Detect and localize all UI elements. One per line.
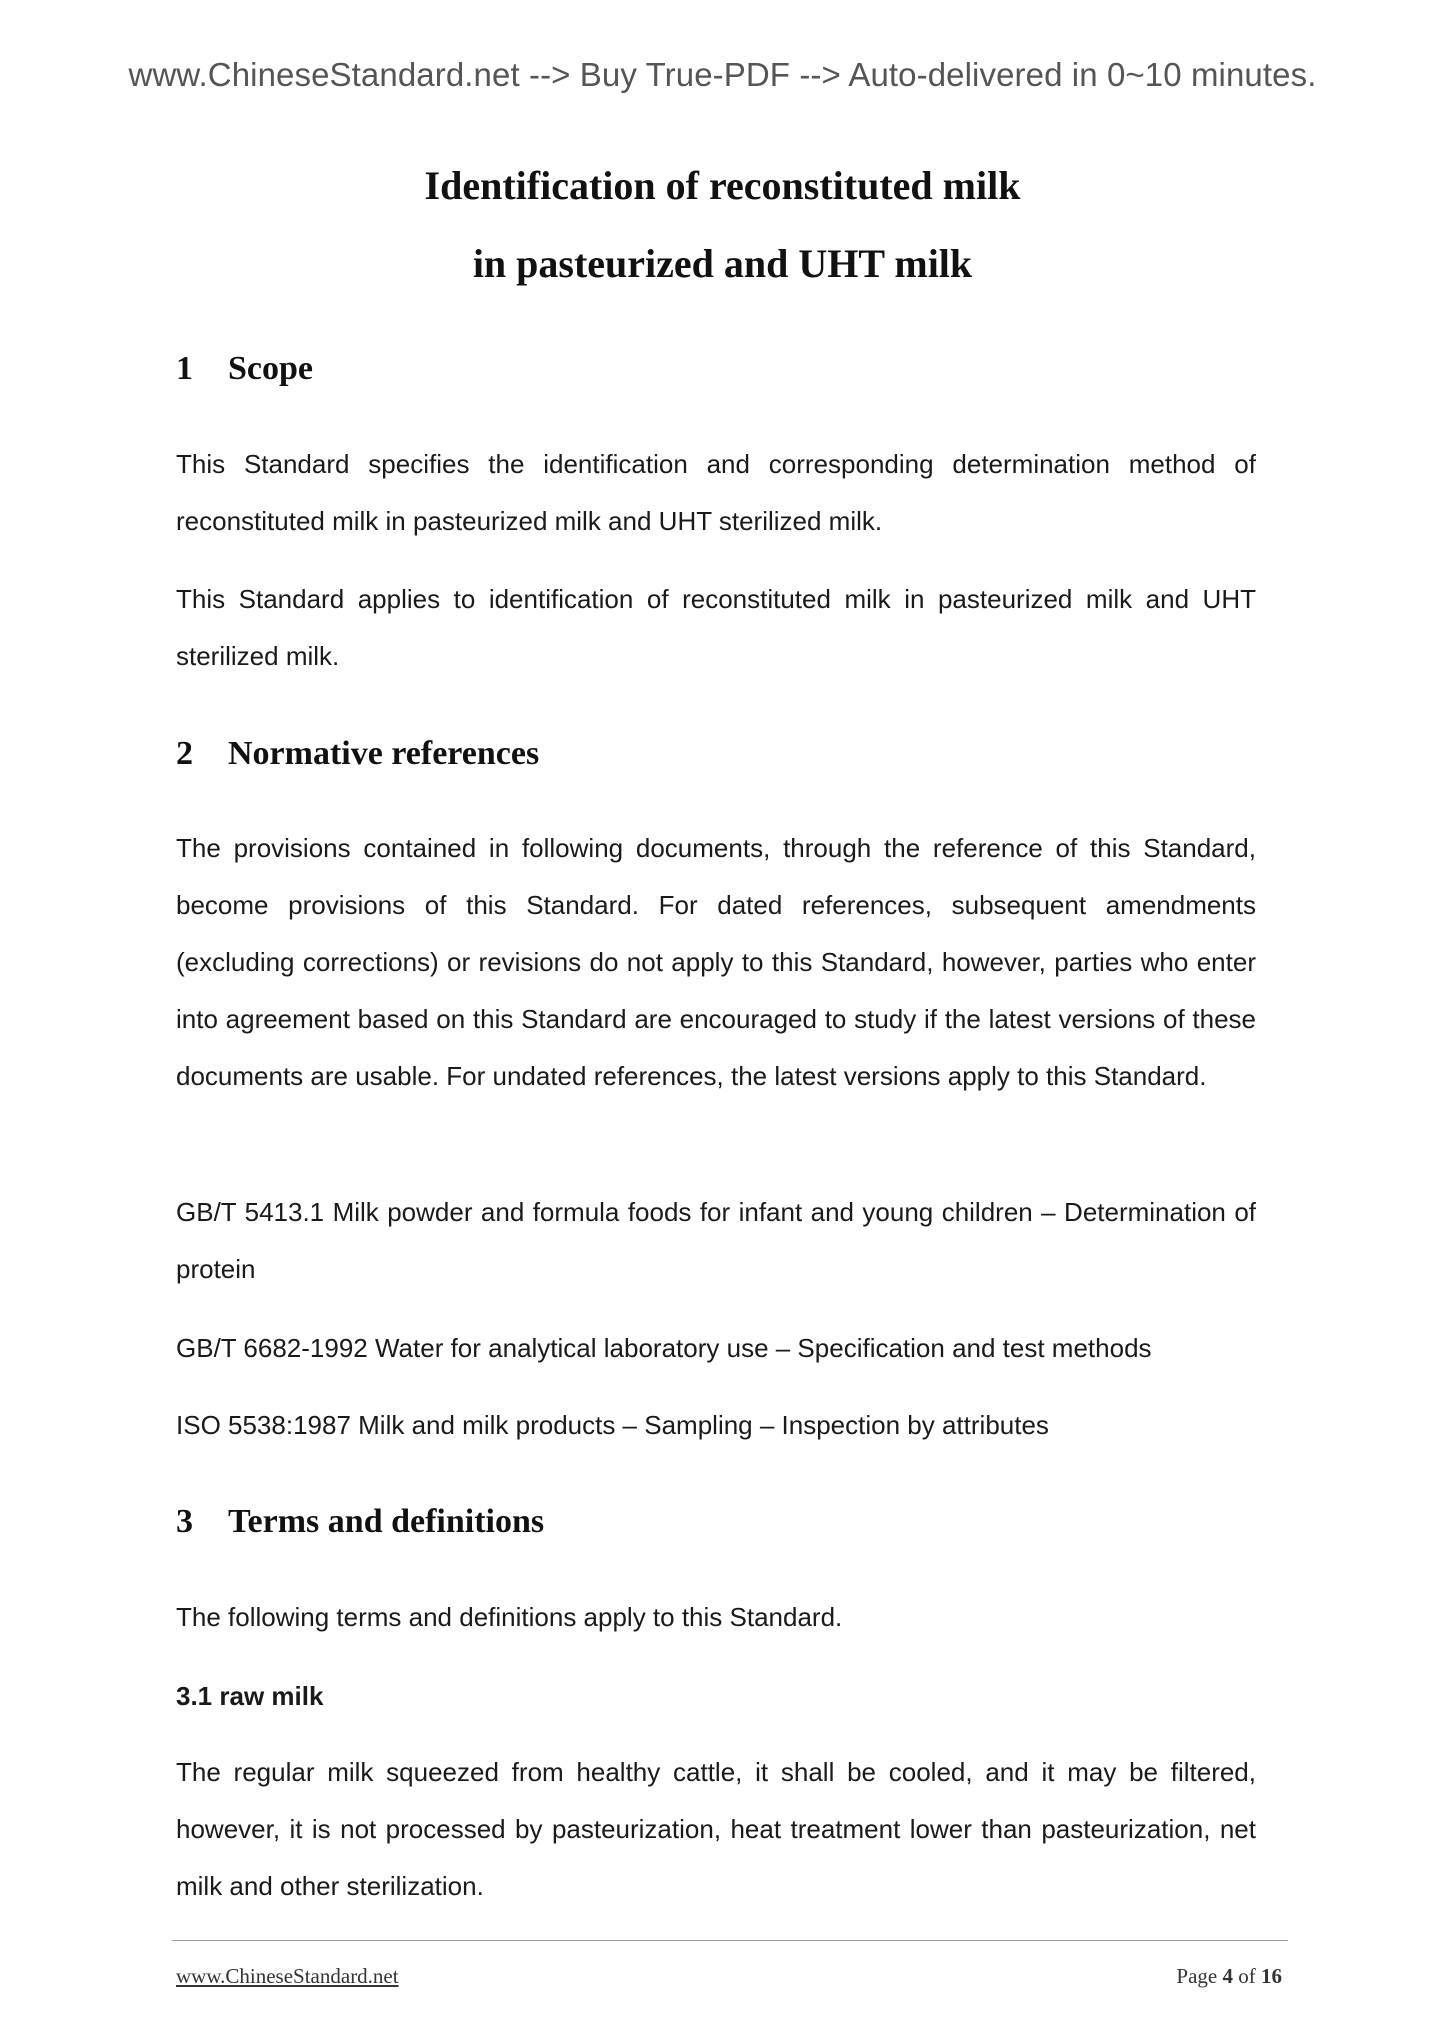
- terms-intro-paragraph: The following terms and definitions apply to this Standard.: [176, 1602, 843, 1632]
- section-1-heading: [176, 350, 313, 388]
- section-title: Scope: [228, 350, 313, 387]
- page-label: Page: [1176, 1964, 1218, 1988]
- scope-paragraph-1: This Standard specifies the identification and corresponding determination method of reconstituted milk in pasteurized milk and UHT sterilized milk.: [176, 449, 1256, 536]
- page-of: of: [1238, 1964, 1256, 1988]
- reference-item: GB/T 6682-1992 Water for analytical laboratory use – Specification and test methods: [176, 1333, 1152, 1363]
- document-title-line-2: in pasteurized and UHT milk: [472, 241, 973, 286]
- section-3-heading: [176, 1503, 544, 1541]
- section-title: Normative references: [228, 735, 540, 772]
- document-title-line-1: Identification of reconstituted milk: [424, 163, 1021, 208]
- section-number: 1: [176, 350, 193, 387]
- section-2-heading: [176, 735, 539, 773]
- header-banner[interactable]: www.ChineseStandard.net --> Buy True-PDF --> Auto-delivered in 0~10 minutes.: [128, 56, 1317, 93]
- section-number: 3: [176, 1503, 193, 1540]
- page-current: 4: [1222, 1964, 1233, 1988]
- footer-divider: [172, 1940, 1288, 1941]
- reference-item: ISO 5538:1987 Milk and milk products – Sampling – Inspection by attributes: [176, 1410, 1049, 1440]
- page-total: 16: [1261, 1964, 1282, 1988]
- section-number: 2: [176, 735, 193, 772]
- page-number: [1176, 1964, 1282, 1989]
- scope-paragraph-2: This Standard applies to identification of reconstituted milk in pasteurized milk and UHT sterilized milk.: [176, 584, 1256, 671]
- term-definition-raw-milk: The regular milk squeezed from healthy cattle, it shall be cooled, and it may be filtered, however, it is not processed by pasteurization, heat treatment lower than pasteurization, net milk and other sterilization.: [176, 1757, 1256, 1901]
- term-heading-raw-milk: 3.1 raw milk: [176, 1681, 324, 1711]
- references-paragraph: The provisions contained in following documents, through the reference of this Standard, become provisions of this Standard. For dated references, subsequent amendments (excluding corrections) or revisions do not apply to this Standard, however, parties who enter into agreement based on this Standard are encouraged to study if the latest versions of these documents are usable. For undated references, the latest versions apply to this Standard.: [176, 833, 1256, 1091]
- reference-item: GB/T 5413.1 Milk powder and formula foods for infant and young children – Determination of protein: [176, 1197, 1256, 1284]
- footer-link[interactable]: www.ChineseStandard.net: [176, 1964, 399, 1988]
- section-title: Terms and definitions: [228, 1503, 545, 1540]
